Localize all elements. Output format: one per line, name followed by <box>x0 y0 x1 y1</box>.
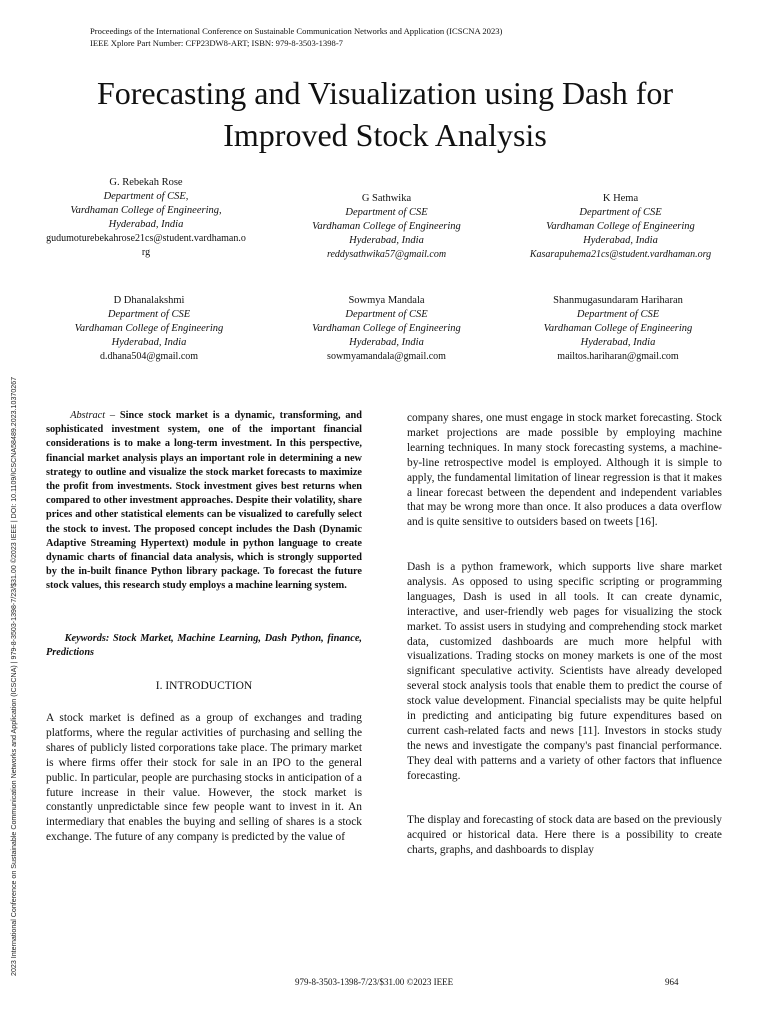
paragraph: Dash is a python framework, which supports live share market analysis. As opposed to using specific scripting or programming languages, Dash is used in all tools. It can create dynamic, interactive, and user-friendly web pages for visualizing the stock market. To assist users in studying and comprehending stock market data, customized dashboards are much more helpful with visualizations. Trading stocks on money markets is one of the most significant speculative activity. Scientists have already developed several stock analysis tools that enable them to predict the course of stock value development. Financial specialists may be quite helpful in predicting and anticipating big future expenditures based on current cash-related facts and news [11]. Investors in stocks study the news and investigate the company's past financial performance. They deal with patterns and a variety of other factors that influence forecasting. <box>407 561 722 782</box>
conference-name: Proceedings of the International Conference on Sustainable Communication Networks and Application (ICSCNA 2023) <box>90 26 503 36</box>
abstract-label: Abstract – <box>70 410 116 421</box>
author-institution: Vardhaman College of Engineering <box>312 221 461 232</box>
author-department: Department of CSE <box>576 309 660 320</box>
abstract-text: Since stock market is a dynamic, transforming, and sophisticated investment system, one of the important financial considerations is to make a long-term investment. In this perspective, financial market analysis plays an important role in determining a new strategy to outline and visualize the stock market forecasts to maximize the profit from investments. Stock investment gives best returns when compared to other investment approaches. Despite their volatility, share prices and other statistical elements can be visualized to carefully select the stock to invest. The proposed concept includes the Dash (Dynamic Adaptive Streaming Hypertext) module in python language to create dynamic charts of financial data analysis, which is strongly supported by the in-built finance Python library package. To forecast the future stock values, this research study employs a machine learning system. <box>46 410 363 592</box>
paragraph: The display and forecasting of stock data are based on the previously acquired or historical data. Here there is a possibility to create charts, graphs, and dashboards to display <box>407 814 722 856</box>
author-email: gudumoturebekahrose21cs@student.vardhaman.org <box>46 233 246 258</box>
author-department: Department of CSE, <box>103 191 189 202</box>
right-paragraph-3 <box>407 813 722 858</box>
intro-paragraph <box>46 711 362 845</box>
author-city: Hyderabad, India <box>349 337 424 348</box>
author-city: Hyderabad, India <box>583 235 658 246</box>
author-email: Kasarapuhema21cs@student.vardhaman.org <box>529 249 712 260</box>
side-citation: 2023 International Conference on Sustainable Communication Networks and Application (ICSCNA) | 979-8-3503-1398-7/23/$31.00 ©2023 IEEE | DOI: 10.1109/ICSCNA58489.2023.10370267 <box>10 376 18 976</box>
paragraph: company shares, one must engage in stock market forecasting. Stock market projections are made possible by employing machine learning techniques. In many stock forecasting systems, a machine-by-line retrospective model is employed. Although it is simple to apply, the fundamental limitation of linear regression is that it makes a linear forecast between the dependent and independent variables that may be wrong more than once. It also produces a data overflow and is quite sensitive to outsiders based on tweets [16]. <box>407 412 722 529</box>
keywords <box>46 632 362 660</box>
author-city: Hyderabad, India <box>111 337 187 348</box>
right-paragraph-1 <box>407 411 722 530</box>
author-name: G. Rebekah Rose <box>109 177 183 188</box>
author-city: Hyderabad, India <box>349 235 424 246</box>
author-institution: Vardhaman College of Engineering <box>543 323 693 334</box>
page-number: 964 <box>665 977 679 987</box>
author-block <box>508 192 733 262</box>
author-institution: Vardhaman College of Engineering <box>546 221 695 232</box>
keywords-text: Stock Market, Machine Learning, Dash Python, finance, Predictions <box>46 633 362 659</box>
author-department: Department of CSE <box>579 207 662 218</box>
abstract <box>46 409 362 594</box>
paper-title <box>40 72 730 156</box>
keywords-label: Keywords: <box>64 633 110 644</box>
author-name: Sowmya Mandala <box>348 295 425 306</box>
footer-copyright: 979-8-3503-1398-7/23/$31.00 ©2023 IEEE <box>295 977 454 987</box>
isbn-line: IEEE Xplore Part Number: CFP23DW8-ART; ISBN: 979-8-3503-1398-7 <box>90 38 343 48</box>
author-email: reddysathwika57@gmail.com <box>326 249 447 260</box>
conference-header <box>90 25 502 49</box>
author-name: K Hema <box>602 193 639 204</box>
author-institution: Vardhaman College of Engineering <box>74 323 224 334</box>
right-paragraph-2 <box>407 560 722 784</box>
author-email: mailtos.hariharan@gmail.com <box>557 351 679 362</box>
author-institution: Vardhaman College of Engineering <box>312 323 461 334</box>
author-name: D Dhanalakshmi <box>113 295 185 306</box>
title-line-1: Forecasting and Visualization using Dash for <box>96 75 674 111</box>
author-block <box>284 294 489 364</box>
author-department: Department of CSE <box>345 207 428 218</box>
author-department: Department of CSE <box>345 309 428 320</box>
author-department: Department of CSE <box>107 309 191 320</box>
author-name: G Sathwika <box>361 193 412 204</box>
author-block <box>284 192 489 262</box>
author-name: Shanmugasundaram Hariharan <box>553 295 683 306</box>
section-heading: I. INTRODUCTION <box>155 680 253 692</box>
title-line-2: Improved Stock Analysis <box>223 117 547 153</box>
author-city: Hyderabad, India <box>580 337 656 348</box>
author-email: sowmyamandala@gmail.com <box>327 351 446 362</box>
author-block <box>54 294 244 364</box>
paragraph: A stock market is defined as a group of exchanges and trading platforms, where the regular activities of purchasing and selling the shares of publicly listed corporations take place. The primary market is where firms offer their stock for sale in an IPO to the general public. In particular, people are purchasing stocks in anticipation of a future increase in their value. However, the stock market is constantly unpredictable since few people want to invest in it. An intermediary that enables the buying and selling of shares is a stock exchange. The future of any company is predicted by the value of <box>46 712 362 844</box>
author-city: Hyderabad, India <box>108 219 184 230</box>
author-email: d.dhana504@gmail.com <box>99 351 199 362</box>
author-block <box>513 294 723 364</box>
author-institution: Vardhaman College of Engineering, <box>70 205 222 216</box>
author-block <box>46 176 246 260</box>
